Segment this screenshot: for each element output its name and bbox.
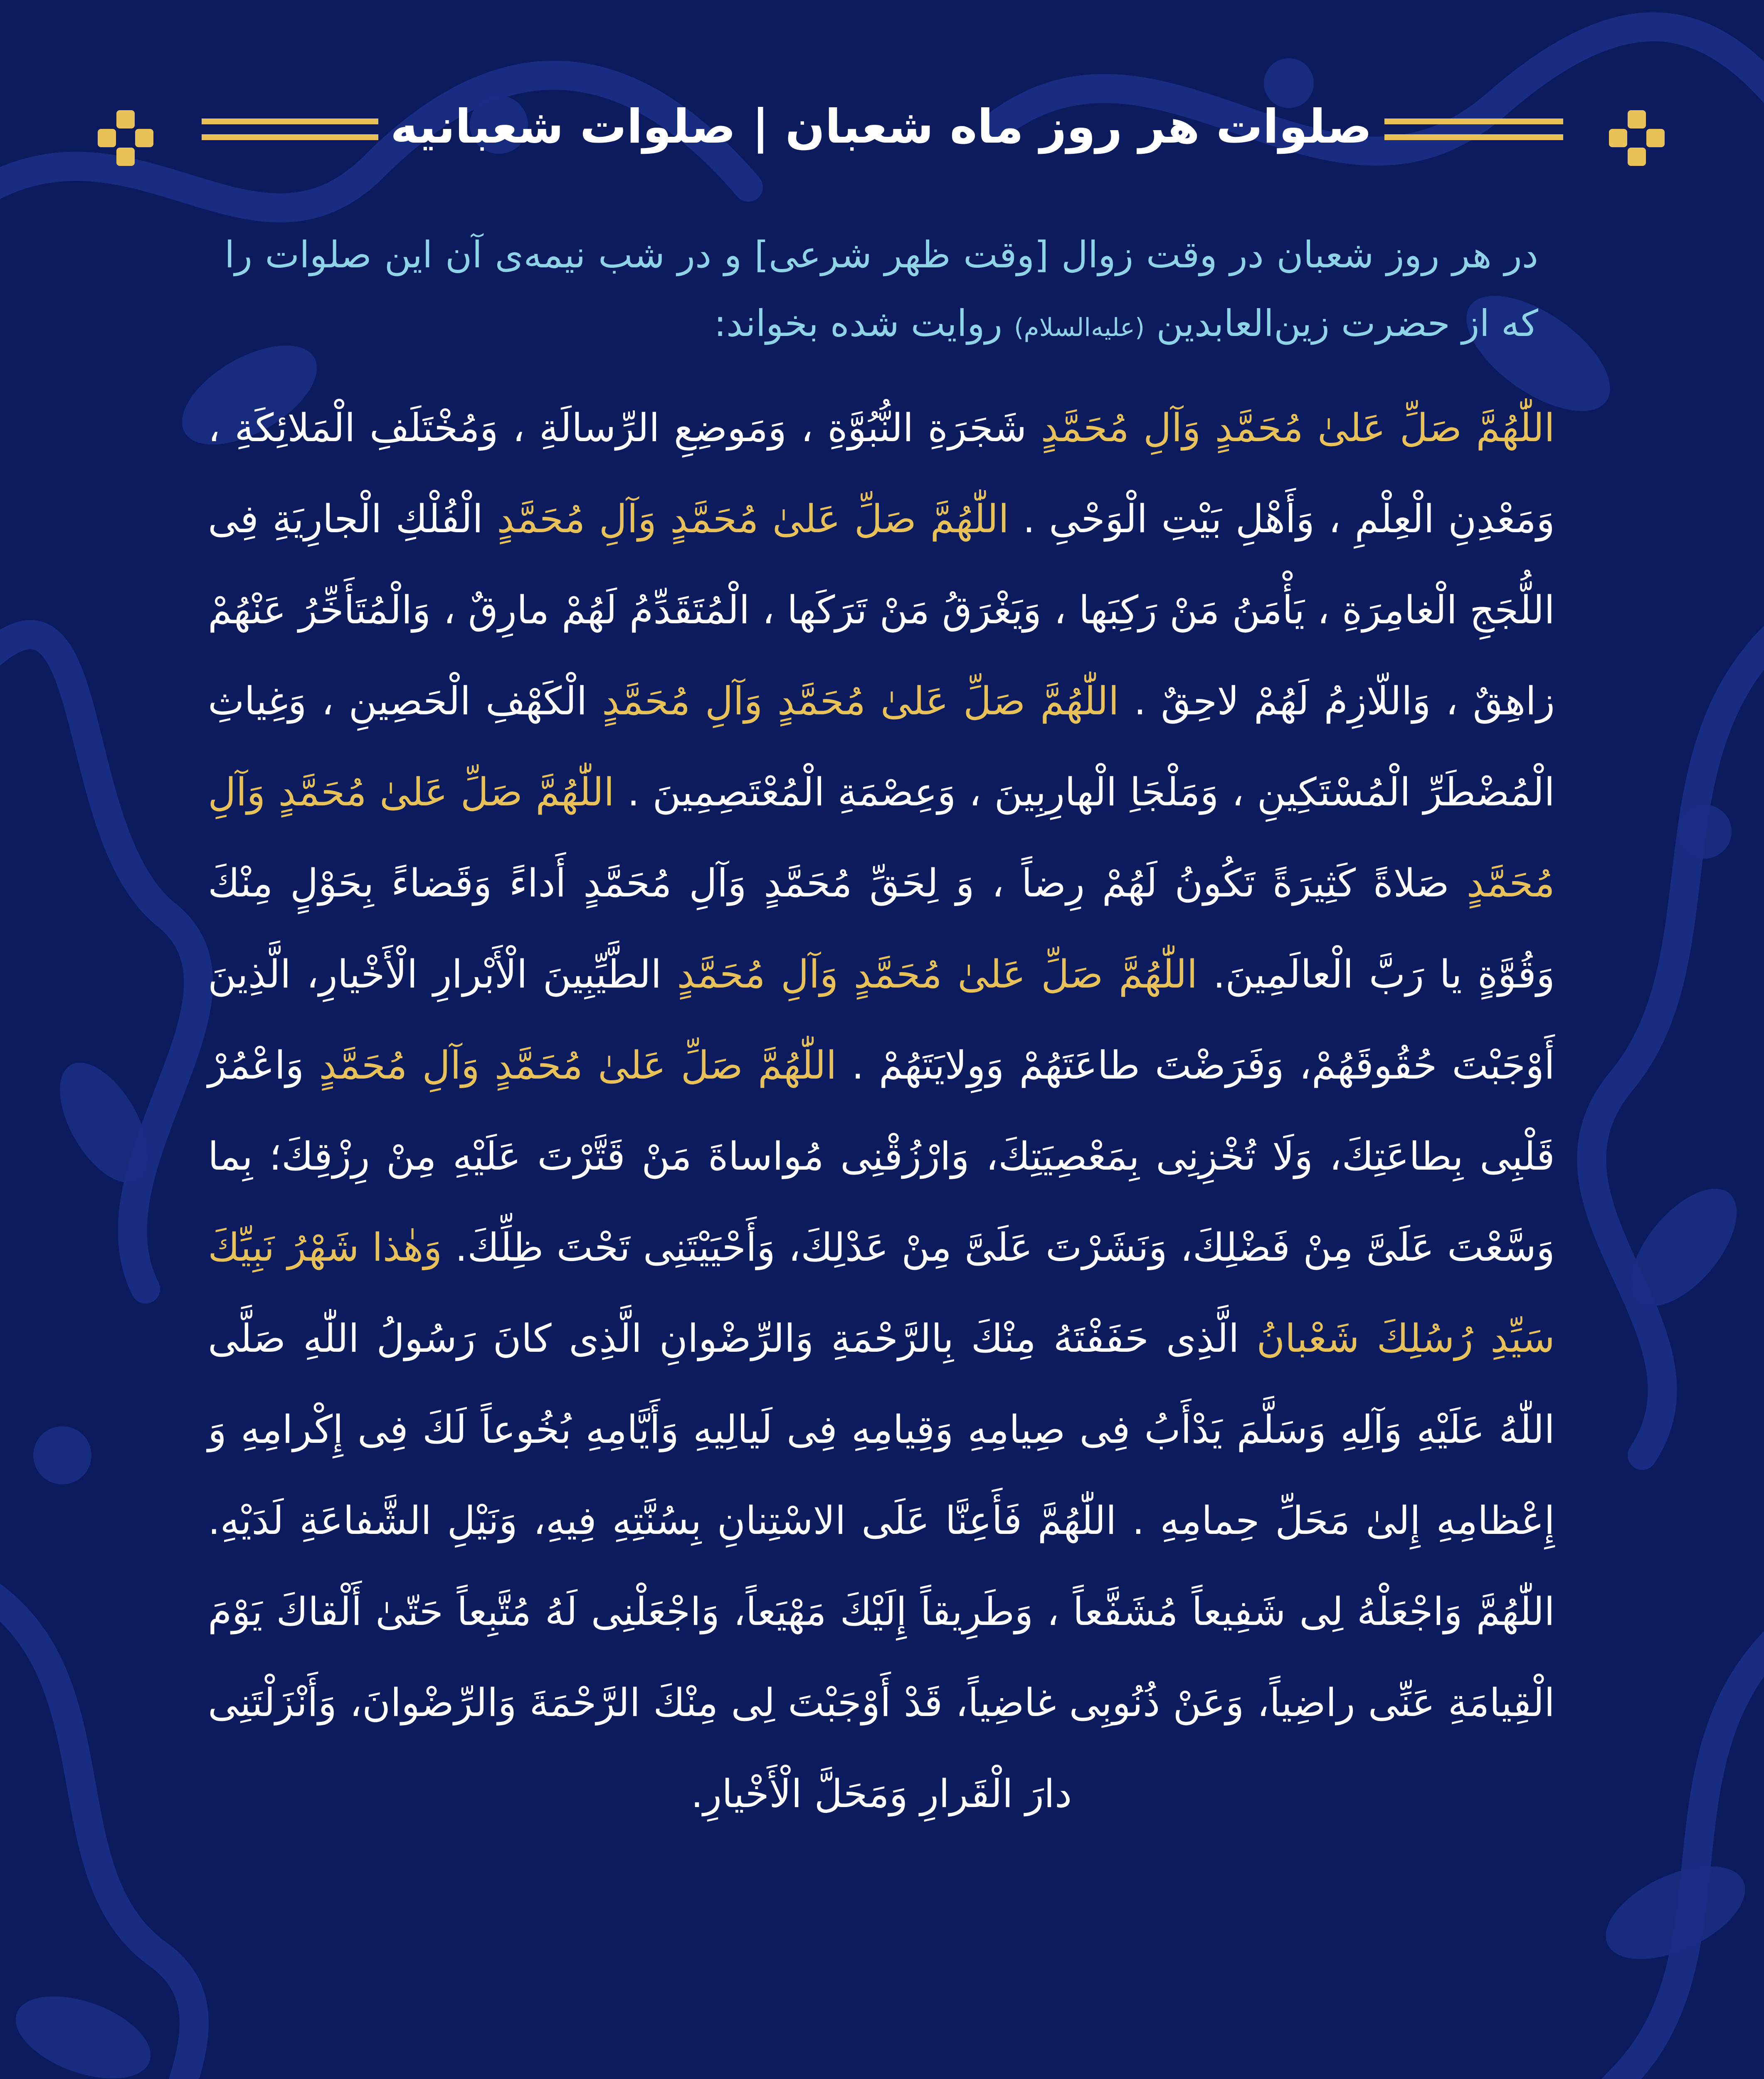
top-left-rule (202, 121, 378, 137)
salawat-phrase: اللّٰهُمَّ صَلِّ عَلىٰ مُحَمَّدٍ وَآلِ مُحَمَّدٍ (497, 496, 1009, 541)
prayer-text (208, 383, 1555, 2079)
four-diamond-cluster-icon (98, 110, 153, 166)
top-right-rule (1384, 121, 1563, 137)
prayer-segment: الْفُلْكِ الْجارِيَةِ فِى اللُّجَجِ الْغامِرَةِ ، يَأْمَنُ مَنْ رَكِبَها ، وَيَغْرَقُ مَنْ تَرَكَها ، الْمُتَقَدِّمُ لَهُمْ مارِقٌ ، وَالْمُتَأَخِّرُ عَنْهُمْ زاهِقٌ ، وَاللّازِمُ لَهُمْ لاحِقٌ . (208, 496, 1555, 723)
salawat-phrase: اللّٰهُمَّ صَلِّ عَلىٰ مُحَمَّدٍ وَآلِ مُحَمَّدٍ (602, 679, 1119, 723)
salawat-phrase: اللّٰهُمَّ صَلِّ عَلىٰ مُحَمَّدٍ وَآلِ مُحَمَّدٍ (677, 952, 1198, 997)
salawat-phrase: اللّٰهُمَّ صَلِّ عَلىٰ مُحَمَّدٍ وَآلِ مُحَمَّدٍ (208, 770, 1555, 906)
prayer-segment: صَلاةً كَثِيرَةً تَكُونُ لَهُمْ رِضاً ، وَ لِحَقِّ مُحَمَّدٍ وَآلِ مُحَمَّدٍ أَداءً وَقَضاءً بِحَوْلٍ مِنْكَ وَقُوَّةٍ يا رَبَّ الْعالَمِينَ. (208, 861, 1555, 997)
prayer-segment: الَّذِى حَفَفْتَهُ مِنْكَ بِالرَّحْمَةِ وَالرِّضْوانِ الَّذِى كانَ رَسُولُ اللّٰهِ صَلَّى اللّٰهُ عَلَيْهِ وَآلِهِ وَسَلَّمَ يَدْأَبُ فِى صِيامِهِ وَقِيامِهِ فِى لَيالِيهِ وَأَيَّامِهِ بُخُوعاً لَكَ فِى إِكْرامِهِ وَ إِعْظامِهِ إِلىٰ مَحَلِّ حِمامِهِ . اللّٰهُمَّ فَأَعِنَّا عَلَى الاسْتِنانِ بِسُنَّتِهِ فِيهِ، وَنَيْلِ الشَّفاعَةِ لَدَيْهِ. اللّٰهُمَّ وَاجْعَلْهُ لِى شَفِيعاً مُشَفَّعاً ، وَطَرِيقاً إِلَيْكَ مَهْيَعاً، وَاجْعَلْنِى لَهُ مُتَّبِعاً حَتّىٰ أَلْقاكَ يَوْمَ الْقِيامَةِ عَنِّى راضِياً، وَعَنْ ذُنُوبِى غاضِياً، قَدْ أَوْجَبْتَ لِى مِنْكَ الرَّحْمَةَ وَالرِّضْوانَ، وَأَنْزَلْتَنِى دارَ الْقَرارِ وَمَحَلَّ الْأَخْيارِ. (208, 1316, 1555, 1816)
intro-honorific: (علیه‌السلام) (1014, 313, 1145, 342)
salawat-phrase: وَهٰذا شَهْرُ نَبِيِّكَ سَيِّدِ رُسُلِكَ شَعْبانُ (208, 1225, 1555, 1361)
prayer-segment: وَاعْمُرْ قَلْبِى بِطاعَتِكَ، وَلَا تُخْزِنِى بِمَعْصِيَتِكَ، وَارْزُقْنِى مُواساةَ مَنْ قَتَّرْتَ عَلَيْهِ مِنْ رِزْقِكَ؛ بِما وَسَّعْتَ عَلَىَّ مِنْ فَضْلِكَ، وَنَشَرْتَ عَلَىَّ مِنْ عَدْلِكَ، وَأَحْيَيْتَنِى تَحْتَ ظِلِّكَ. (208, 1043, 1555, 1270)
prayer-segment: الطَّيِّبِينَ الْأَبْرارِ الْأَخْيارِ، الَّذِينَ أَوْجَبْتَ حُقُوقَهُمْ، وَفَرَضْتَ طاعَتَهُمْ وَوِلايَتَهُمْ . (208, 952, 1555, 1088)
prayer-segment: شَجَرَةِ النُّبُوَّةِ ، وَمَوضِعِ الرِّسالَةِ ، وَمُخْتَلَفِ الْمَلائِكَةِ ، وَمَعْدِنِ الْعِلْمِ ، وَأَهْلِ بَيْتِ الْوَحْىِ . (208, 405, 1555, 541)
intro-text-end: روایت شده بخواند: (714, 302, 1003, 345)
four-diamond-cluster-icon (1609, 110, 1665, 166)
intro-instruction (225, 220, 1538, 358)
salawat-phrase: اللّٰهُمَّ صَلِّ عَلىٰ مُحَمَّدٍ وَآلِ مُحَمَّدٍ (319, 1043, 837, 1088)
salawat-phrase: اللّٰهُمَّ صَلِّ عَلىٰ مُحَمَّدٍ وَآلِ مُحَمَّدٍ (1041, 405, 1555, 450)
prayer-segment: الْكَهْفِ الْحَصِينِ ، وَغِياثِ الْمُضْطَرِّ الْمُسْتَكِينِ ، وَمَلْجَاِ الْهارِبِينَ ، وَعِصْمَةِ الْمُعْتَصِمِينَ . (208, 679, 1555, 815)
page-title: صلوات هر روز ماه شعبان | صلوات شعبانیه (390, 100, 1372, 154)
intro-text: در هر روز شعبان در وقت زوال [وقت ظهر شرعی] و در شب نیمه‌ی آن این صلوات را که از حضرت زین‌العابدین (225, 233, 1538, 345)
